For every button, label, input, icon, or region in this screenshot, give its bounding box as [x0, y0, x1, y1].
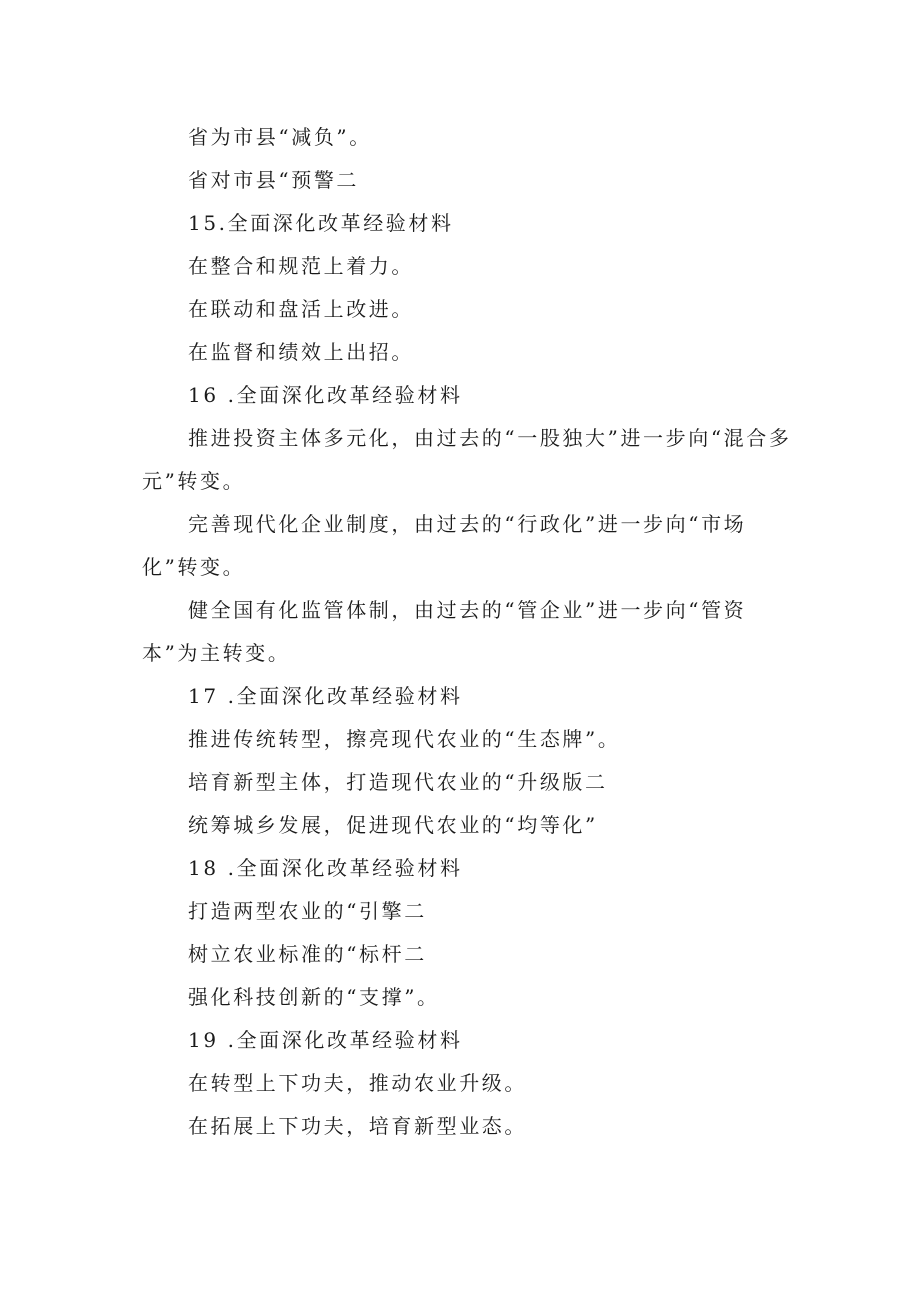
section-heading: 17 .全面深化改革经验材料	[188, 684, 463, 708]
document-body	[142, 116, 792, 1148]
text-line: 在转型上下功夫，推动农业升级。	[188, 1071, 527, 1095]
section-heading: 16 .全面深化改革经验材料	[188, 383, 463, 407]
text-line: 培育新型主体，打造现代农业的“升级版二	[188, 770, 608, 794]
text-line: 在联动和盘活上改进。	[188, 297, 414, 321]
text-line: 在拓展上下功夫，培育新型业态。	[188, 1114, 527, 1138]
text-line: 统筹城乡发展，促进现代农业的“均等化”	[188, 813, 598, 837]
section-heading: 19 .全面深化改革经验材料	[188, 1028, 463, 1052]
section-heading: 15.全面深化改革经验材料	[188, 211, 454, 235]
paragraph: 推进投资主体多元化，由过去的“一股独大”进一步向“混合多元”转变。	[142, 426, 792, 493]
text-line: 强化科技创新的“支撑”。	[188, 985, 440, 1009]
paragraph: 完善现代化企业制度，由过去的“行政化”进一步向“市场化”转变。	[142, 512, 747, 579]
text-line: 在整合和规范上着力。	[188, 254, 414, 278]
paragraph: 健全国有化监管体制，由过去的“管企业”进一步向“管资本”为主转变。	[142, 598, 747, 665]
text-line: 打造两型农业的“引擎二	[188, 899, 427, 923]
text-line: 在监督和绩效上出招。	[188, 340, 414, 364]
section-heading: 18 .全面深化改革经验材料	[188, 856, 463, 880]
text-line: 树立农业标准的“标杆二	[188, 942, 427, 966]
text-line: 推进传统转型，擦亮现代农业的“生态牌”。	[188, 727, 621, 751]
text-line: 省对市县“预警二	[188, 168, 360, 192]
text-line: 省为市县“减负”。	[188, 125, 372, 149]
